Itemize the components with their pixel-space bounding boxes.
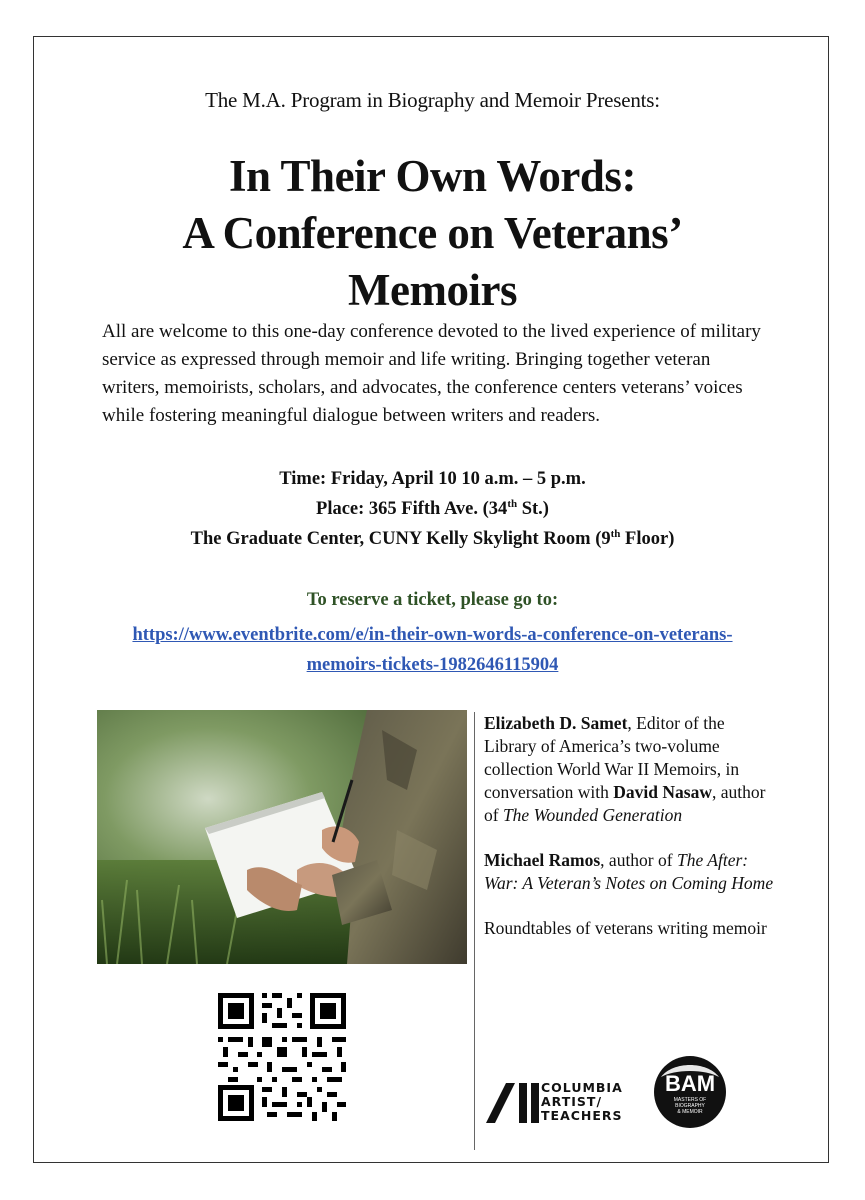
event-place: Place: 365 Fifth Ave. (34th St.) [316,497,549,519]
title-line-3: Memoirs [348,265,517,315]
presenter-line: The M.A. Program in Biography and Memoir Presents: [205,88,660,112]
svg-text:BIOGRAPHY: BIOGRAPHY [675,1103,705,1109]
title-line-2: A Conference on Veterans’ [182,208,683,258]
columbia-artist-teachers-logo: COLUMBIA ARTIST/ TEACHERS [541,1080,623,1123]
column-divider [474,712,475,1150]
title-line-1: In Their Own Words: [229,151,636,201]
link-line-1[interactable]: https://www.eventbrite.com/e/in-their-own-words-a-conference-on-veterans- [132,625,733,645]
speaker-entry-ramos: Michael Ramos, author of The After: War: A Veteran’s Notes on Coming Home [484,850,774,893]
speaker-entry-samet: Elizabeth D. Samet, Editor of the Library of America’s two-volume collection World War II Memoirs, in conversation with David Nasaw, author of The Wounded Generation [484,713,766,825]
qr-code[interactable] [218,993,346,1121]
event-details [0,464,865,554]
intro-paragraph: All are welcome to this one-day conference devoted to the lived experience of military service as expressed through memoir and life writing. Bringing together veteran writers, memoirists, scholars, and advocates, the conference centers veterans’ voices while fostering meaningful dialogue between writers and readers. [102,321,761,426]
eventbrite-link[interactable] [100,620,765,680]
svg-text:& MEMOIR: & MEMOIR [677,1109,703,1115]
svg-text:BAM: BAM [664,1071,716,1096]
event-time: Time: Friday, April 10 10 a.m. – 5 p.m. [279,469,586,489]
bam-logo [653,1055,727,1129]
svg-text:MASTERS OF: MASTERS OF [673,1097,707,1103]
roundtables-entry: Roundtables of veterans writing memoir [484,918,767,938]
speakers-list [484,712,774,962]
event-venue: The Graduate Center, CUNY Kelly Skylight Room (9th Floor) [190,527,675,549]
link-line-2[interactable]: memoirs-tickets-1982646115904 [306,655,559,675]
page-title [0,148,865,319]
reserve-prompt: To reserve a ticket, please go to: [306,590,559,610]
veteran-writing-photo [97,710,467,964]
